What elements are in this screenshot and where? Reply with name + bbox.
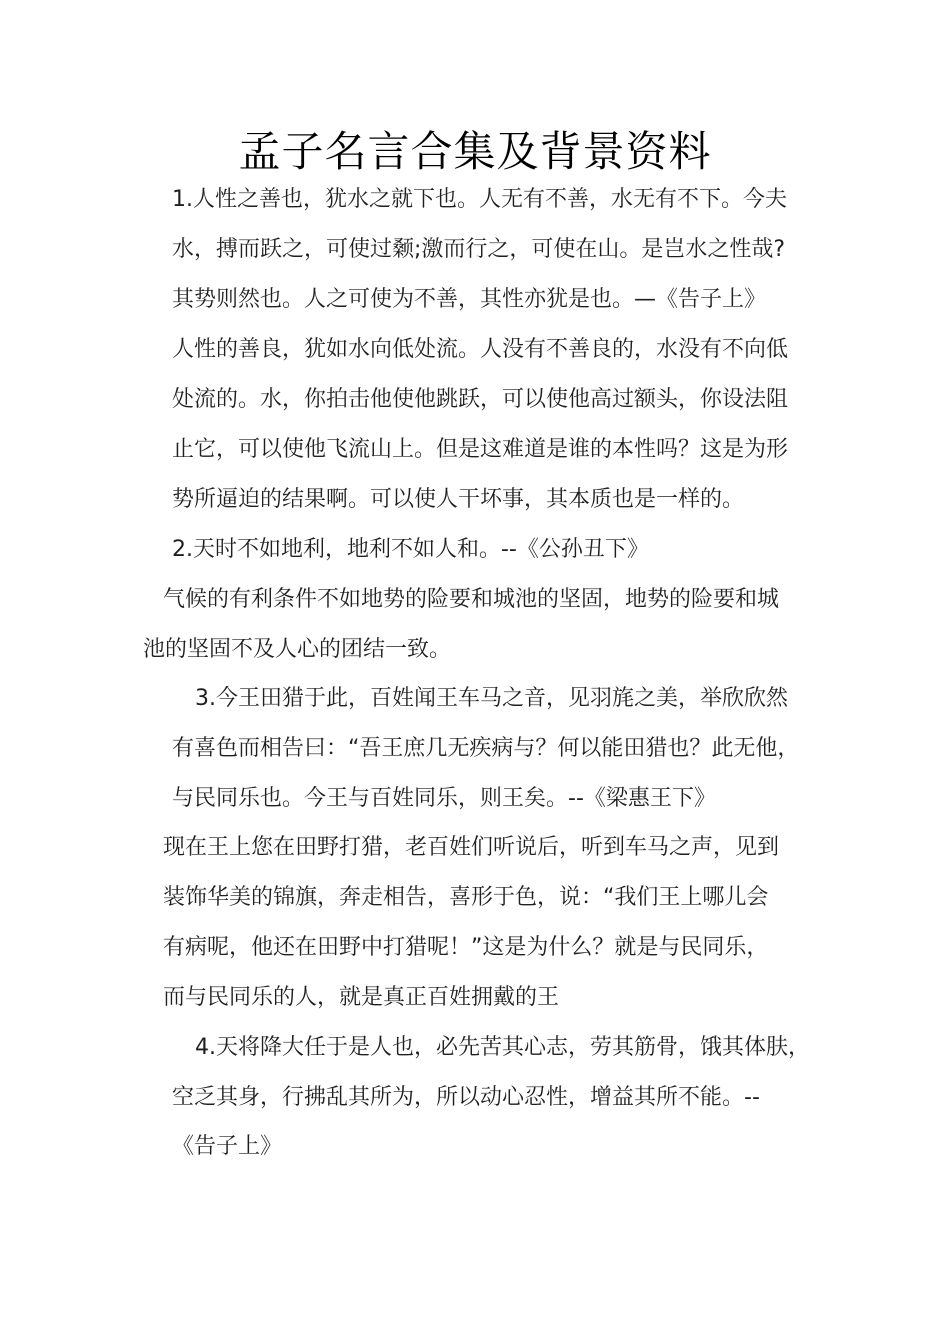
text-line: 势所逼迫的结果啊。可以使人干坏事，其本质也是一样的。 bbox=[172, 487, 745, 512]
text-line: 其势则然也。人之可使为不善，其性亦犹是也。—《告子上》 bbox=[172, 287, 767, 312]
text-line: 有喜色而相告曰：“吾王庶几无疾病与？何以能田猎也？此无他， bbox=[172, 736, 800, 761]
document-title: 孟子名言合集及背景资料 bbox=[238, 127, 712, 176]
text-line: 气候的有利条件不如地势的险要和城池的坚固，地势的险要和城 bbox=[163, 587, 780, 612]
text-line: 空乏其身，行拂乱其所为，所以动心忍性，增益其所不能。-- bbox=[172, 1085, 760, 1110]
text-line: 而与民同乐的人，就是真正百姓拥戴的王 bbox=[163, 985, 560, 1010]
text-line: 处流的。水，你拍击他使他跳跃，可以使他高过额头，你设法阻 bbox=[172, 387, 789, 412]
text-line: 2.天时不如地利，地利不如人和。--《公孙丑下》 bbox=[172, 537, 649, 562]
text-line: 现在王上您在田野打猎，老百姓们听说后，听到车马之声，见到 bbox=[163, 835, 780, 860]
text-line: 1.人性之善也，犹水之就下也。人无有不善，水无有不下。今夫 bbox=[172, 187, 787, 212]
text-line: 人性的善良，犹如水向低处流。人没有不善良的，水没有不向低 bbox=[172, 337, 789, 362]
text-line: 水，搏而跃之，可使过颡;激而行之，可使在山。是岂水之性哉? bbox=[172, 237, 786, 262]
text-line: 装饰华美的锦旗，奔走相告，喜形于色，说：“我们王上哪儿会 bbox=[163, 885, 769, 910]
text-line: 3.今王田猎于此，百姓闻王车马之音，见羽旄之美，举欣欣然 bbox=[195, 686, 788, 711]
text-line: 池的坚固不及人心的团结一致。 bbox=[143, 637, 452, 662]
text-line: 4.天将降大任于是人也，必先苦其心志，劳其筋骨，饿其体肤， bbox=[195, 1035, 810, 1060]
text-line: 有病呢，他还在田野中打猎呢！”这是为什么？就是与民同乐， bbox=[163, 935, 769, 960]
text-line: 与民同乐也。今王与百姓同乐，则王矣。--《梁惠王下》 bbox=[172, 786, 716, 811]
text-line: 《告子上》 bbox=[172, 1134, 283, 1159]
text-line: 止它，可以使他飞流山上。但是这难道是谁的本性吗？这是为形 bbox=[172, 437, 789, 462]
